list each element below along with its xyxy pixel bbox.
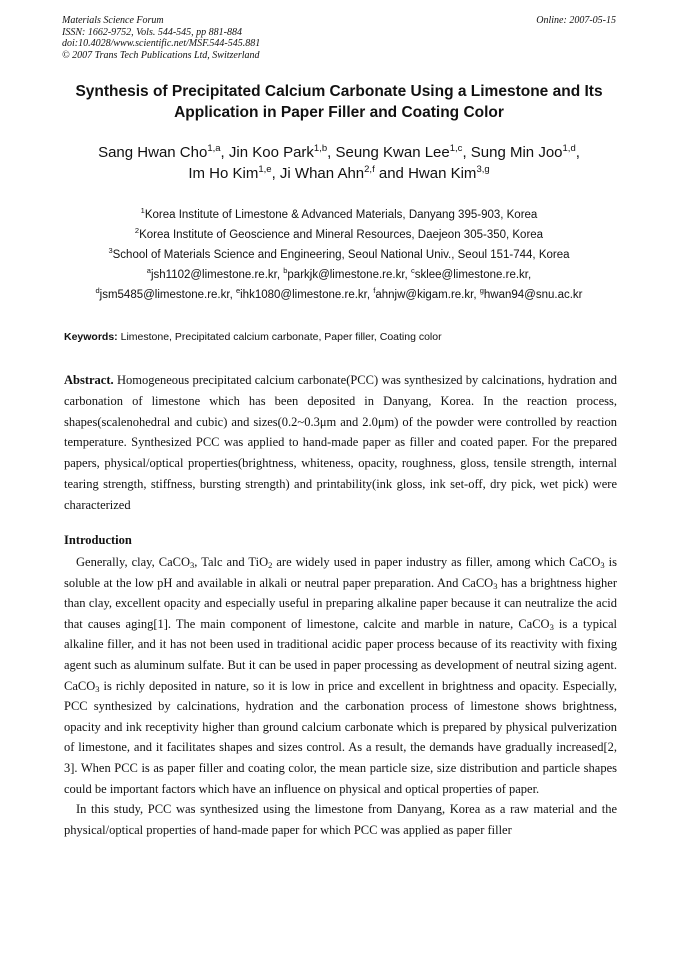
affiliation-sup: 3 xyxy=(108,246,113,255)
author-sep: , xyxy=(327,144,336,161)
author-sep: , xyxy=(271,165,280,182)
email-sup: d xyxy=(95,286,100,295)
affiliations xyxy=(40,205,638,305)
subscript: 3 xyxy=(95,683,100,694)
author-name: Seung Kwan Lee xyxy=(335,144,450,161)
author-name: Sung Min Joo xyxy=(470,144,563,161)
author-sep: , xyxy=(462,144,471,161)
abstract xyxy=(64,370,617,516)
email-link[interactable]: ihk1080@limestone.re.kr xyxy=(240,289,367,301)
subscript: 3 xyxy=(190,560,195,570)
title-line-1: Synthesis of Precipitated Calcium Carbonate Using a Limestone and Its xyxy=(75,83,603,100)
author-line-2 xyxy=(40,163,638,184)
email-sup: b xyxy=(283,266,288,275)
author-sup: 1,c xyxy=(449,143,463,154)
email-link[interactable]: jsm5485@limestone.re.kr xyxy=(99,289,230,301)
author-sup: 1,e xyxy=(258,164,272,175)
introduction-body xyxy=(64,552,617,840)
email-link[interactable]: jsh1102@limestone.re.kr xyxy=(150,269,277,281)
issn-line: ISSN: 1662-9752, Vols. 544-545, pp 881-884 xyxy=(62,26,242,38)
author-name: Sang Hwan Cho xyxy=(98,144,208,161)
author-sup: 1,a xyxy=(207,143,221,154)
keywords xyxy=(64,330,624,344)
copyright-line: © 2007 Trans Tech Publications Ltd, Switzerland xyxy=(62,49,260,61)
affiliation-text: School of Materials Science and Engineering, Seoul National Univ., Seoul 151-744, Korea xyxy=(112,249,570,261)
author-sep: , xyxy=(575,144,580,161)
journal-header xyxy=(62,15,616,61)
affiliation-text: Korea Institute of Limestone & Advanced Materials, Danyang 395-903, Korea xyxy=(144,209,538,221)
intro-paragraph-2: In this study, PCC was synthesized using the limestone from Danyang, Korea as a raw material and the physical/optical properties of hand-made paper for which PCC was applied as paper filler xyxy=(64,802,617,837)
intro-paragraph-1 xyxy=(64,552,617,799)
text-run: has a brightness higher than clay, excellent opacity and especially useful in preparing alkaline paper because it can neutralize the acid that causes aging[1]. The main component of limestone, calcite and marble in nature, CaCO xyxy=(64,575,617,631)
email-sup: g xyxy=(479,286,484,295)
affiliation xyxy=(40,205,638,225)
abstract-text: Homogeneous precipitated calcium carbonate(PCC) was synthesized by calcinations, hydration and carbonation of limestone which has been deposited in Danyang, Korea. In the reaction process, shapes(scalenohedral and cubic) and sizes(0.2~0.3μm and 2.0μm) of the powder were controlled by reaction temperature. Synthesized PCC was applied to hand-made paper as filler and coated paper. For the prepared papers, physical/optical properties(brightness, whiteness, opacity, roughness, gloss, tensile strength, internal tearing strength, stiffness, bursting strength) and printability(ink gloss, ink set-off, dry pick, wet pick) were characterized xyxy=(64,373,617,512)
introduction-heading: Introduction xyxy=(64,533,132,547)
author-sep: , xyxy=(220,144,229,161)
author-name: Ji Whan Ahn xyxy=(279,165,365,182)
affiliation-sup: 1 xyxy=(140,206,145,215)
subscript: 3 xyxy=(549,621,554,632)
abstract-label: Abstract. xyxy=(64,373,114,387)
author-sup: 1,b xyxy=(313,143,328,154)
author-sup: 3,g xyxy=(476,164,490,175)
email-sup: c xyxy=(410,266,415,275)
author-sep: and xyxy=(374,165,409,182)
author-sup: 1,d xyxy=(562,143,576,154)
text-run: , Talc and TiO xyxy=(194,555,269,569)
title-line-2: Application in Paper Filler and Coating Color xyxy=(174,104,504,121)
author-name: Hwan Kim xyxy=(408,165,477,182)
subscript: 3 xyxy=(600,560,605,570)
email-link[interactable]: parkjk@limestone.re.kr xyxy=(287,269,405,281)
keywords-text: Limestone, Precipitated calcium carbonate, Paper filler, Coating color xyxy=(117,331,442,343)
paper-title xyxy=(40,81,638,123)
doi-line: doi:10.4028/www.scientific.net/MSF.544-545.881 xyxy=(62,38,261,49)
text-run: is richly deposited in nature, so it is low in price and excellent in brightness and opacity. Especially, PCC synthesized by calcinations, hydration and the carbonation process of limestone shows brightness, opacity and ink receptivity higher than ground calcium carbonate which is prepared by physical pulverization of limestone, and it facilitates shapes and sizes control. As a result, the demands have gradually increased[2, 3]. When PCC is as paper filler and coating color, the mean particle size, size distribution and particle shapes could be important factors which have an influence on physical and optical properties of paper. xyxy=(64,678,617,796)
text-run: Generally, clay, CaCO xyxy=(76,555,191,569)
email-line-1: $^a$jsh1102@limestone.re.kr, $^b$parkjk@limestone.re.kr, $^c$sklee@limestone.re.kr, xyxy=(146,266,532,281)
text-run: is a typical alkaline filler, and it has not been used in traditional acidic paper process because of its reactivity with fixing agent such as aluminum sulfate. But it can be used in paper processing as development of neutral sizing agent. CaCO xyxy=(64,616,617,693)
subscript: 3 xyxy=(493,580,498,591)
journal-name: Materials Science Forum xyxy=(62,15,164,26)
email-sup: f xyxy=(373,286,376,295)
author-name: Jin Koo Park xyxy=(228,144,314,161)
affiliation xyxy=(40,225,638,245)
email-link[interactable]: sklee@limestone.re.kr xyxy=(414,269,528,281)
author-name: Im Ho Kim xyxy=(188,165,259,182)
email-link[interactable]: ahnjw@kigam.re.kr xyxy=(375,289,474,301)
text-run: is soluble at the low pH and available in alkali or neutral paper preparation. And CaCO xyxy=(64,555,618,590)
author-list xyxy=(40,142,638,184)
email-link[interactable]: hwan94@snu.ac.kr xyxy=(483,289,583,301)
affiliation-sup: 2 xyxy=(134,226,140,235)
email-sup: e xyxy=(235,286,241,295)
author-line-1 xyxy=(40,142,638,163)
affiliation-text: Korea Institute of Geoscience and Mineral Resources, Daejeon 305-350, Korea xyxy=(139,229,544,241)
email-sup: a xyxy=(146,266,151,275)
subscript: 2 xyxy=(268,560,273,570)
online-date: Online: 2007-05-15 xyxy=(536,15,616,26)
text-run: are widely used in paper industry as filler, among which CaCO xyxy=(272,555,601,569)
affiliation xyxy=(40,245,638,265)
keywords-label: Keywords: xyxy=(64,331,118,343)
email-line-2: $^d$jsm5485@limestone.re.kr, $^e$ihk1080@limestone.re.kr, $^f$ahnjw@kigam.re.kr, $^g$hwan94@snu.ac.kr xyxy=(95,286,583,301)
author-sup: 2,f xyxy=(364,164,375,175)
